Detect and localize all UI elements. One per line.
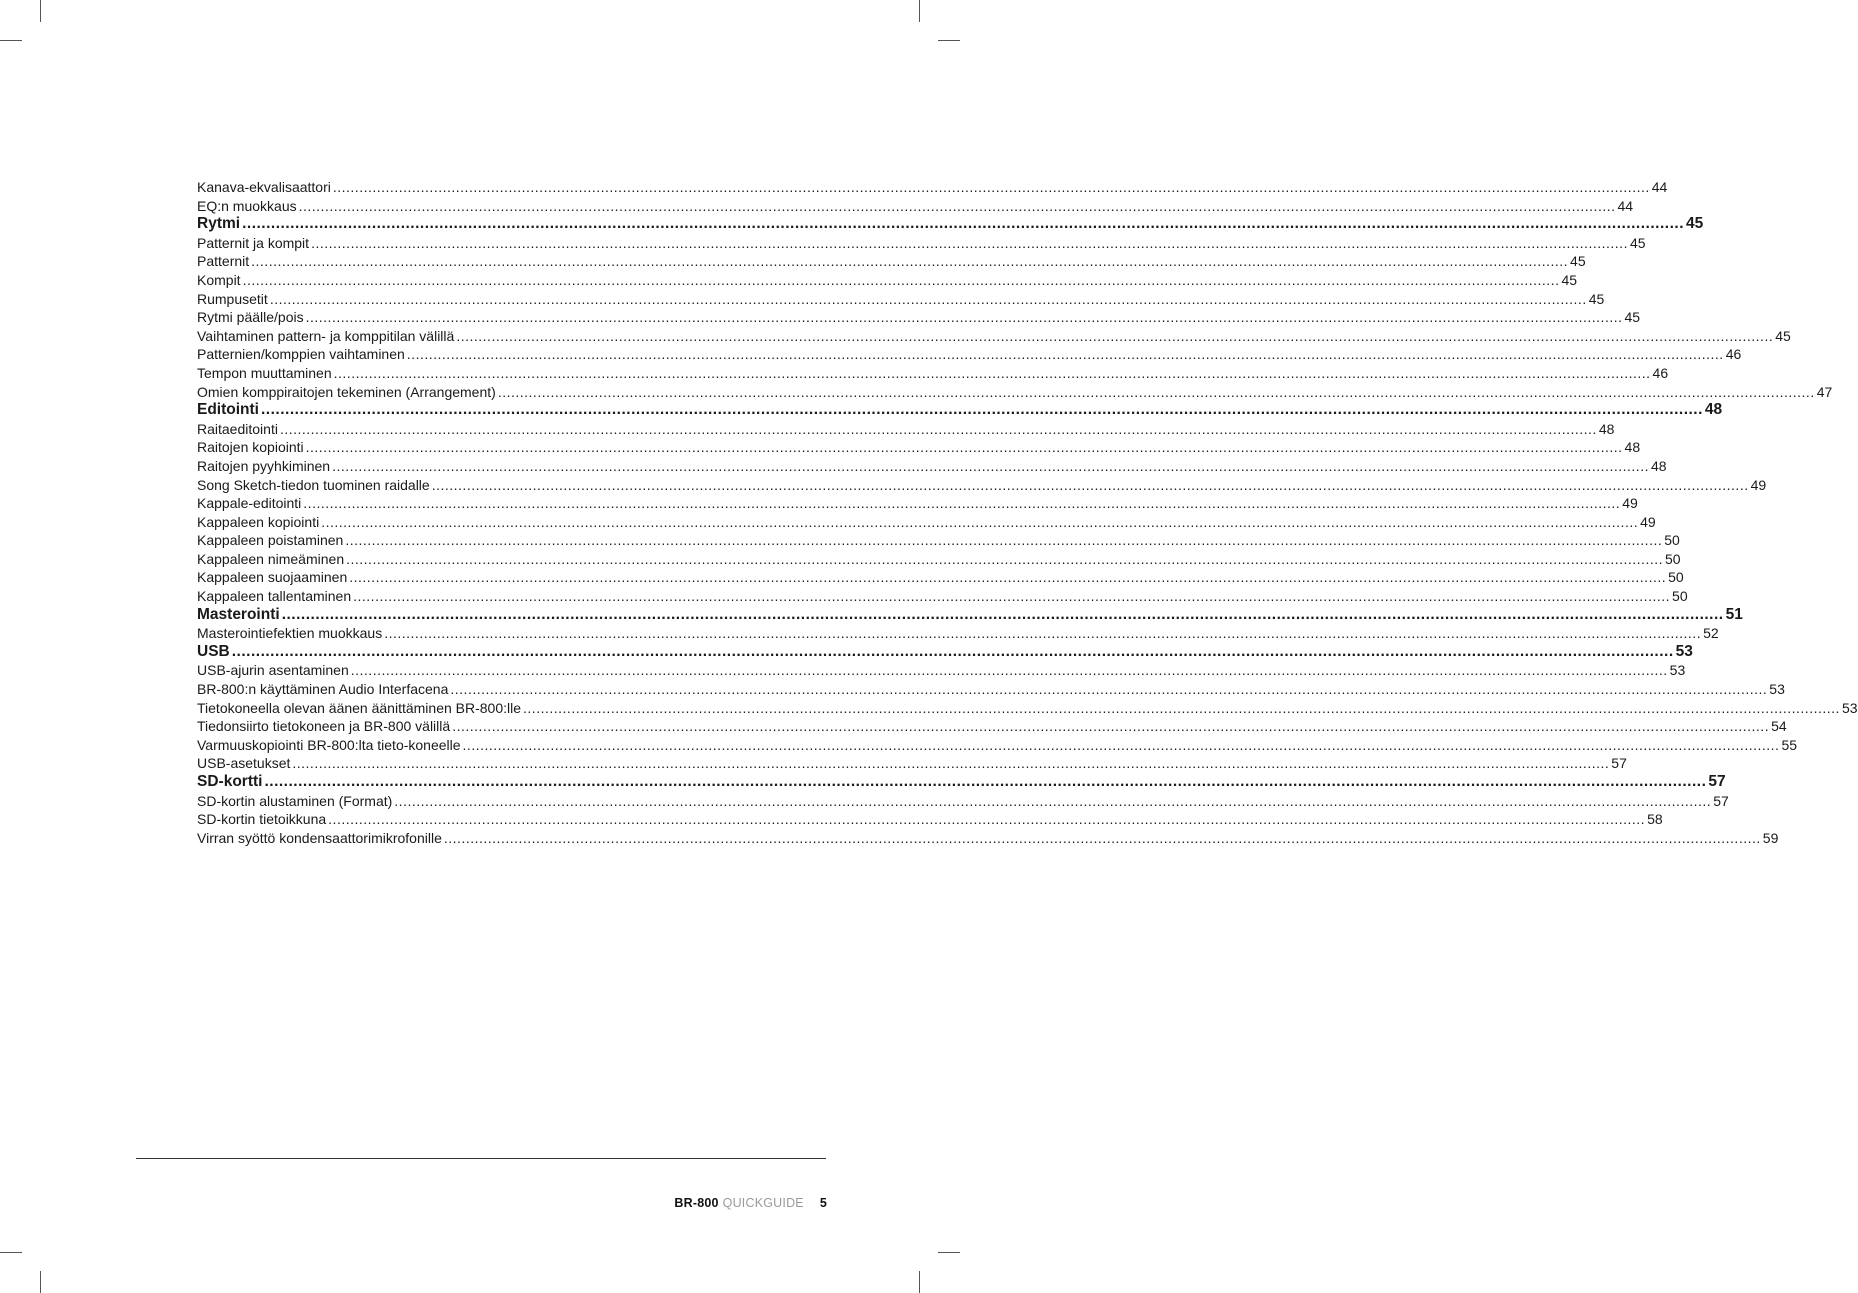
toc-entry[interactable] (197, 438, 1641, 457)
toc-entry[interactable] (197, 215, 1704, 234)
toc-dot-leader: ............................................................................................................................................................................................................................................................................................................ (431, 476, 1749, 493)
toc-dot-leader: ............................................................................................................................................................................................................................................................................................................ (394, 792, 1712, 809)
toc-entry[interactable] (197, 420, 1615, 439)
toc-dot-leader: ............................................................................................................................................................................................................................................................................................................ (328, 811, 1646, 828)
toc-entry-page: 57 (1713, 792, 1729, 809)
toc-entry-page: 46 (1725, 346, 1742, 363)
toc-entry-page: 52 (1703, 625, 1719, 642)
toc-entry[interactable] (197, 345, 1742, 364)
toc-entry-page: 50 (1668, 569, 1684, 586)
toc-dot-leader: ............................................................................................................................................................................................................................................................................................................ (305, 309, 1623, 326)
crop-mark (938, 1252, 960, 1253)
toc-entry-page: 54 (1771, 718, 1787, 735)
toc-entry-title: SD-kortti (197, 773, 263, 790)
toc-entry-page: 58 (1647, 811, 1663, 828)
toc-entry-title: USB (197, 642, 230, 660)
toc-dot-leader: ............................................................................................................................................................................................................................................................................................................ (332, 179, 1650, 195)
toc-dot-leader: ............................................................................................................................................................................................................................................................................................................ (353, 588, 1671, 605)
toc-entry-page: 44 (1651, 179, 1668, 195)
toc-entry-title: Patternit ja kompit (197, 234, 310, 251)
footer-guide-label: QUICKGUIDE (722, 1196, 804, 1210)
toc-dot-leader: ............................................................................................................................................................................................................................................................................................................ (333, 364, 1651, 381)
toc-dot-leader: ............................................................................................................................................................................................................................................................................................................ (462, 736, 1780, 753)
toc-entry-title: Kappaleen kopiointi (197, 513, 320, 530)
toc-dot-leader: ............................................................................................................................................................................................................................................................................................................ (305, 439, 1623, 456)
toc-entry-page: 46 (1652, 364, 1669, 381)
toc-entry-title: SD-kortin tietoikkuna (197, 811, 327, 828)
toc-entry[interactable] (197, 308, 1641, 327)
toc-entry-title: Rytmi päälle/pois (197, 309, 304, 326)
crop-mark (938, 40, 960, 41)
toc-entry-title: Raitaeditointi (197, 420, 278, 437)
toc-dot-leader: ............................................................................................................................................................................................................................................................................................................ (298, 197, 1616, 214)
toc-dot-leader: ............................................................................................................................................................................................................................................................................................................ (450, 681, 1768, 698)
toc-dot-leader: ............................................................................................................................................................................................................................................................................................................ (349, 569, 1667, 586)
toc-entry-title: Varmuuskopiointi BR-800:lta tieto-koneelle (197, 736, 461, 753)
toc-entry[interactable] (197, 773, 1726, 792)
toc-entry[interactable] (197, 810, 1663, 829)
toc-entry-page: 45 (1624, 309, 1641, 326)
crop-mark (0, 40, 22, 41)
toc-dot-leader: ............................................................................................................................................................................................................................................................................................................ (321, 513, 1639, 530)
toc-entry-page: 55 (1781, 736, 1798, 753)
toc-entry[interactable] (197, 699, 1858, 718)
toc-entry[interactable] (197, 661, 1686, 680)
toc-dot-leader: ............................................................................................................................................................................................................................................................................................................ (251, 253, 1569, 270)
toc-dot-leader: ............................................................................................................................................................................................................................................................................................................ (406, 346, 1724, 363)
toc-entry-title: Kappaleen tallentaminen (197, 588, 352, 605)
toc-entry-page: 48 (1624, 439, 1641, 456)
toc-entry-title: Masterointiefektien muokkaus (197, 625, 383, 642)
toc-dot-leader: ............................................................................................................................................................................................................................................................................................................ (279, 420, 1597, 437)
toc-entry[interactable] (197, 197, 1634, 216)
toc-entry-page: 49 (1640, 513, 1656, 530)
toc-entry-page: 53 (1669, 662, 1686, 679)
page-footer (674, 1196, 827, 1210)
toc-entry-page: 51 (1725, 605, 1743, 623)
toc-entry-title: Patternit (197, 253, 250, 270)
toc-dot-leader: ............................................................................................................................................................................................................................................................................................................ (281, 605, 1724, 623)
toc-entry[interactable] (197, 587, 1688, 606)
toc-entry[interactable] (197, 624, 1719, 643)
toc-entry-page: 50 (1672, 588, 1688, 605)
toc-entry[interactable] (197, 401, 1723, 420)
toc-entry-title: Editointi (197, 401, 259, 419)
toc-entry-title: Kanava-ekvalisaattori (197, 179, 331, 195)
toc-entry-page: 49 (1750, 476, 1767, 493)
toc-entry[interactable] (197, 476, 1767, 495)
toc-entry[interactable] (197, 550, 1681, 569)
toc-entry-title: Tiedonsiirto tietokoneen ja BR-800 välillä (197, 718, 451, 735)
crop-mark (919, 1271, 920, 1293)
toc-entry[interactable] (197, 513, 1656, 532)
toc-entry-page: 45 (1775, 327, 1791, 344)
toc-dot-leader: ............................................................................................................................................................................................................................................................................................................ (345, 532, 1663, 549)
toc-entry-page: 50 (1665, 550, 1681, 567)
toc-entry-title: Rumpusetit (197, 290, 268, 307)
toc-entry[interactable] (197, 234, 1646, 253)
toc-entry[interactable] (197, 531, 1680, 550)
toc-entry[interactable] (197, 829, 1779, 848)
toc-entry-page: 47 (1816, 383, 1833, 400)
toc-entry-title: Virran syöttö kondensaattorimikrofonille (197, 829, 442, 846)
toc-dot-leader: ............................................................................................................................................................................................................................................................................................................ (261, 401, 1703, 419)
toc-entry-page: 53 (1841, 699, 1858, 716)
toc-dot-leader: ............................................................................................................................................................................................................................................................................................................ (497, 383, 1815, 400)
toc-entry[interactable] (197, 642, 1693, 662)
toc-entry[interactable] (197, 383, 1833, 402)
toc-entry-title: SD-kortin alustaminen (Format) (197, 792, 393, 809)
toc-entry[interactable] (197, 178, 1668, 197)
toc-entry-page: 48 (1598, 420, 1615, 437)
toc-entry[interactable] (197, 736, 1798, 755)
footer-rule (136, 1158, 826, 1159)
toc-entry-page: 57 (1611, 755, 1627, 772)
table-of-contents (197, 178, 1858, 847)
toc-dot-leader: ............................................................................................................................................................................................................................................................................................................ (242, 215, 1684, 233)
toc-entry[interactable] (197, 327, 1791, 346)
toc-entry-title: Kompit (197, 271, 241, 288)
toc-entry[interactable] (197, 494, 1638, 513)
toc-entry-page: 53 (1769, 681, 1785, 698)
toc-entry[interactable] (197, 290, 1605, 309)
toc-entry-title: Raitojen pyyhkiminen (197, 457, 331, 474)
toc-dot-leader: ............................................................................................................................................................................................................................................................................................................ (242, 271, 1560, 288)
toc-entry-title: EQ:n muokkaus (197, 197, 297, 214)
crop-mark (40, 0, 41, 22)
toc-dot-leader: ............................................................................................................................................................................................................................................................................................................ (452, 718, 1770, 735)
toc-entry-title: Tietokoneella olevan äänen äänittäminen BR-800:lle (197, 699, 522, 716)
toc-entry-title: Kappaleen nimeäminen (197, 550, 345, 567)
toc-entry-title: Raitojen kopiointi (197, 439, 304, 456)
toc-entry-page: 53 (1675, 642, 1693, 660)
toc-entry[interactable] (197, 271, 1578, 290)
crop-mark (40, 1271, 41, 1293)
toc-entry-title: Patternien/komppien vaihtaminen (197, 346, 405, 363)
toc-entry-title: Omien komppiraitojen tekeminen (Arrangement) (197, 383, 496, 400)
toc-entry-title: Kappaleen suojaaminen (197, 569, 348, 586)
toc-dot-leader: ............................................................................................................................................................................................................................................................................................................ (346, 550, 1664, 567)
toc-entry-title: Rytmi (197, 215, 241, 233)
toc-entry[interactable] (197, 680, 1785, 699)
toc-entry[interactable] (197, 754, 1627, 773)
page-number: 5 (819, 1196, 827, 1210)
toc-entry-title: Song Sketch-tiedon tuominen raidalle (197, 476, 430, 493)
toc-entry-title: Masterointi (197, 605, 280, 623)
toc-entry-page: 45 (1561, 271, 1578, 288)
toc-entry-page: 45 (1686, 215, 1704, 233)
footer-model: BR-800 (674, 1196, 719, 1210)
toc-entry-page: 48 (1650, 457, 1667, 474)
toc-entry-title: BR-800:n käyttäminen Audio Interfacena (197, 681, 449, 698)
crop-mark (919, 0, 920, 22)
toc-entry[interactable] (197, 364, 1669, 383)
toc-dot-leader: ............................................................................................................................................................................................................................................................................................................ (523, 699, 1840, 716)
toc-entry[interactable] (197, 717, 1787, 736)
toc-entry[interactable] (197, 568, 1684, 587)
toc-entry-title: Kappale-editointi (197, 495, 302, 512)
toc-entry-title: USB-ajurin asentaminen (197, 662, 349, 679)
toc-dot-leader: ............................................................................................................................................................................................................................................................................................................ (292, 755, 1610, 772)
toc-dot-leader: ............................................................................................................................................................................................................................................................................................................ (443, 829, 1761, 846)
toc-dot-leader: ............................................................................................................................................................................................................................................................................................................ (332, 457, 1649, 474)
toc-entry-title: Vaihtaminen pattern- ja komppitilan välillä (197, 327, 455, 344)
toc-entry[interactable] (197, 457, 1667, 476)
toc-entry[interactable] (197, 792, 1729, 811)
toc-dot-leader: ............................................................................................................................................................................................................................................................................................................ (264, 773, 1707, 790)
toc-entry-title: Kappaleen poistaminen (197, 532, 344, 549)
toc-entry-page: 57 (1708, 773, 1726, 790)
toc-entry-page: 48 (1704, 401, 1723, 419)
toc-entry-page: 45 (1570, 253, 1586, 270)
toc-dot-leader: ............................................................................................................................................................................................................................................................................................................ (231, 642, 1674, 660)
toc-entry-page: 44 (1617, 197, 1634, 214)
crop-mark (0, 1252, 22, 1253)
toc-entry-page: 59 (1762, 829, 1779, 846)
toc-entry[interactable] (197, 605, 1743, 625)
toc-dot-leader: ............................................................................................................................................................................................................................................................................................................ (311, 234, 1628, 251)
toc-dot-leader: ............................................................................................................................................................................................................................................................................................................ (269, 290, 1587, 307)
toc-dot-leader: ............................................................................................................................................................................................................................................................................................................ (350, 662, 1668, 679)
toc-dot-leader: ............................................................................................................................................................................................................................................................................................................ (456, 327, 1774, 344)
toc-entry-title: USB-asetukset (197, 755, 291, 772)
toc-entry-page: 50 (1664, 532, 1680, 549)
toc-entry-page: 45 (1629, 234, 1646, 251)
toc-entry-title: Tempon muuttaminen (197, 364, 332, 381)
toc-entry-page: 49 (1622, 495, 1638, 512)
toc-dot-leader: ............................................................................................................................................................................................................................................................................................................ (303, 495, 1621, 512)
toc-dot-leader: ............................................................................................................................................................................................................................................................................................................ (384, 625, 1702, 642)
toc-entry-page: 45 (1588, 290, 1605, 307)
toc-entry[interactable] (197, 252, 1586, 271)
